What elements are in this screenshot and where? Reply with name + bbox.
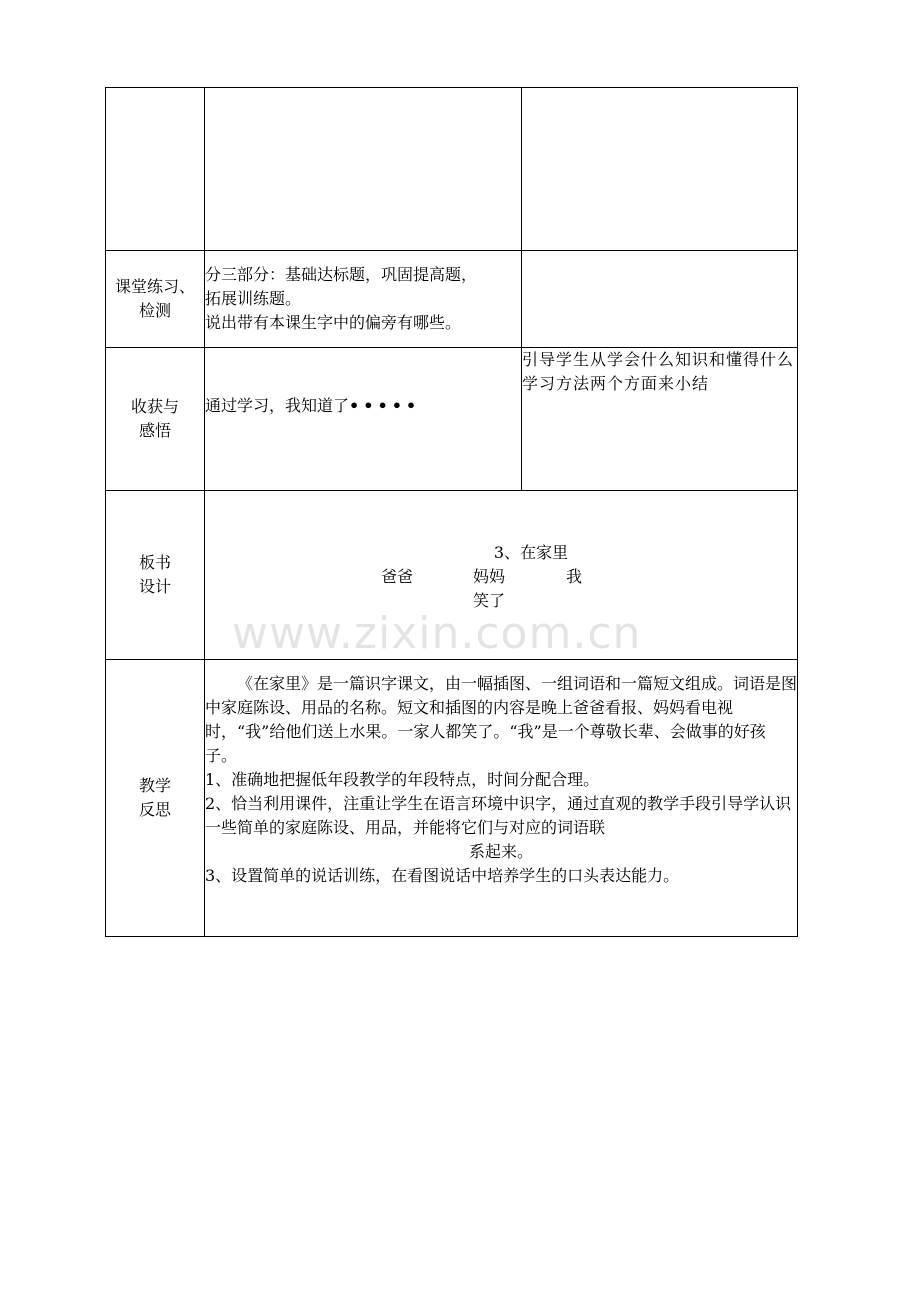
gains-label: 收获与 感悟 [106,348,205,491]
board-row [106,491,798,660]
board-title: 3、在家里 [493,543,569,562]
reflection-point-3: 3、设置简单的说话训练，在看图说话中培养学生的口头表达能力。 [205,866,680,885]
reflection-point-2: 2、恰当利用课件，注重让学生在语言环境中识字，通过直观的教学手段引导学认识一些简单的家庭陈设、用品，并能将它们与对应的词语联 [205,794,792,837]
board-word-me: 我 [566,567,583,586]
exercise-label: 课堂练习、 检测 [106,251,205,348]
reflection-point-1: 1、准确地把握低年段教学的年段特点，时间分配合理。 [205,770,600,789]
reflection-label: 教学 反思 [106,660,205,937]
empty-top-row [106,88,798,251]
empty-notes-cell [522,88,798,251]
exercise-content: 分三部分：基础达标题，巩固提高题， 拓展训练题。 说出带有本课生字中的偏旁有哪些。 [205,251,522,348]
exercise-notes [522,251,798,348]
empty-content-cell [205,88,522,251]
board-words [205,565,797,589]
reflection-row [106,660,798,937]
reflection-content [205,660,798,937]
ellipsis-dots: ••••• [349,396,421,415]
board-word-dad: 爸爸 [381,567,414,586]
lesson-plan-table [105,87,798,937]
exercise-row [106,251,798,348]
watermark: www.zixin.com.cn [232,608,642,659]
empty-label-cell [106,88,205,251]
reflection-intro: 《在家里》是一篇识字课文，由一幅插图、一组词语和一篇短文组成。词语是图中家庭陈设、用品的名称。短文和插图的内容是晚上爸爸看报、妈妈看电视时，“我”给他们送上水果。一家人都笑了。“我”是一个尊敬长辈、会做事的好孩子。 [205,674,798,765]
board-word-mom: 妈妈 [473,567,506,586]
board-design [205,491,798,660]
board-label: 板书 设计 [106,491,205,660]
board-word-laughed: 笑了 [473,591,506,610]
gains-content: 通过学习，我知道了••••• [205,348,522,491]
gains-row [106,348,798,491]
reflection-point-2-end: 系起来。 [468,842,533,861]
gains-guide: 引导学生从学会什么知识和懂得什么学习方法两个方面来小结 [522,348,798,491]
